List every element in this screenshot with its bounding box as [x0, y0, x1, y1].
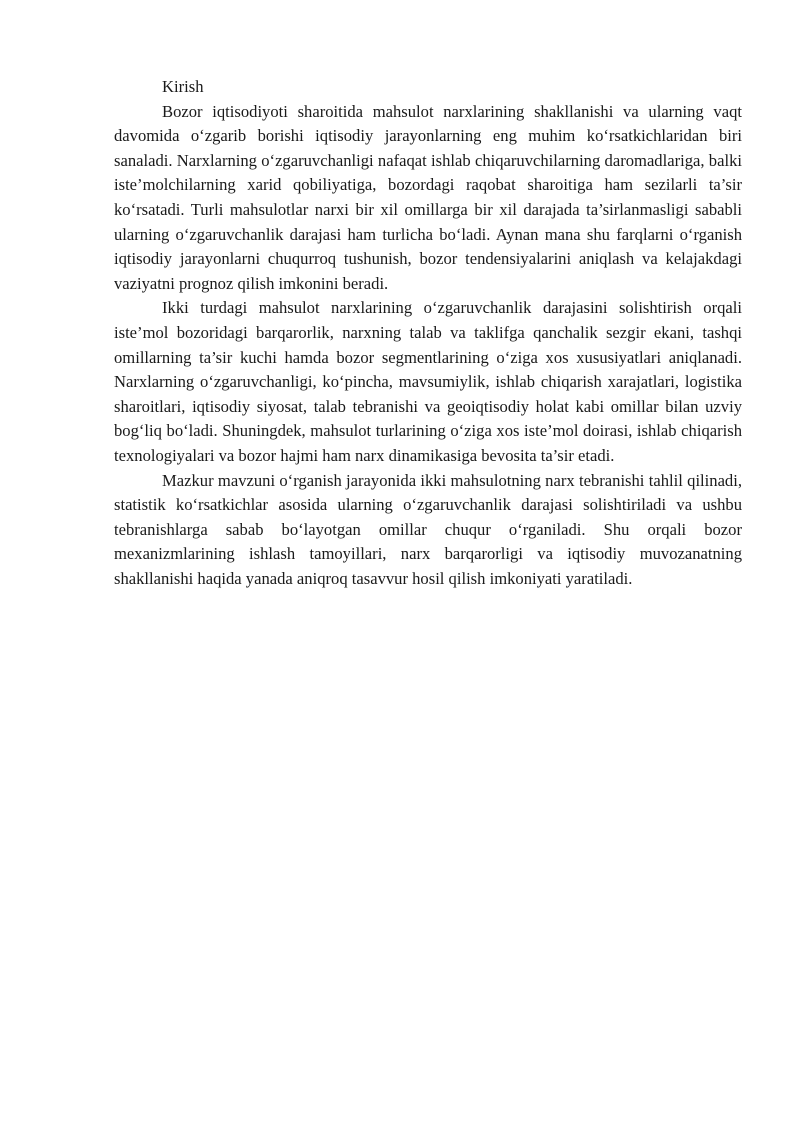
section-heading: Kirish: [162, 77, 204, 96]
paragraph-2: Ikki turdagi mahsulot narxlarining o‘zgaruvchanlik darajasini solishtirish orqali iste’mol bozoridagi barqarorlik, narxning talab va taklifga qanchalik sezgir ekani, tashqi omillarning ta’sir kuchi hamda bozor segmentlarining o‘ziga xos xususiyatlari aniqlanadi. Narxlarning o‘zgaruvchanligi, ko‘pincha, mavsumiylik, ishlab chiqarish xarajatlari, logistika sharoitlari, iqtisodiy siyosat, talab tebranishi va geoiqtisodiy holat kabi omillar bilan uzviy bog‘liq bo‘ladi. Shuningdek, mahsulot turlarining o‘ziga xos iste’mol doirasi, ishlab chiqarish texnologiyalari va bozor hajmi ham narx dinamikasiga bevosita ta’sir etadi.: [114, 298, 742, 465]
paragraph-3: Mazkur mavzuni o‘rganish jarayonida ikki mahsulotning narx tebranishi tahlil qilinadi, statistik ko‘rsatkichlar asosida ularning o‘zgaruvchanlik darajasi solishtiriladi va ushbu tebranishlarga sabab bo‘layotgan omillar chuqur o‘rganiladi. Shu orqali bozor mexanizmlarining ishlash tamoyillari, narx barqarorligi va iqtisodiy muvozanatning shakllanishi haqida yanada aniqroq tasavvur hosil qilish imkoniyati yaratiladi.: [114, 470, 742, 588]
paragraph-1: Bozor iqtisodiyoti sharoitida mahsulot narxlarining shakllanishi va ularning vaqt davomida o‘zgarib borishi iqtisodiy jarayonlarning eng muhim ko‘rsatkichlaridan biri sanaladi. Narxlarning o‘zgaruvchanligi nafaqat ishlab chiqaruvchilarning daromadlariga, balki iste’molchilarning xarid qobiliyatiga, bozordagi raqobat sharoitiga ham sezilarli ta’sir ko‘rsatadi. Turli mahsulotlar narxi bir xil omillarga bir xil darajada ta’sirlanmasligi sababli ularning o‘zgaruvchanlik darajasi ham turlicha bo‘ladi. Aynan mana shu farqlarni o‘rganish iqtisodiy jarayonlarni chuqurroq tushunish, bozor tendensiyalarini aniqlash va kelajakdagi vaziyatni prognoz qilish imkonini beradi.: [114, 101, 742, 293]
document-body: [114, 75, 742, 591]
